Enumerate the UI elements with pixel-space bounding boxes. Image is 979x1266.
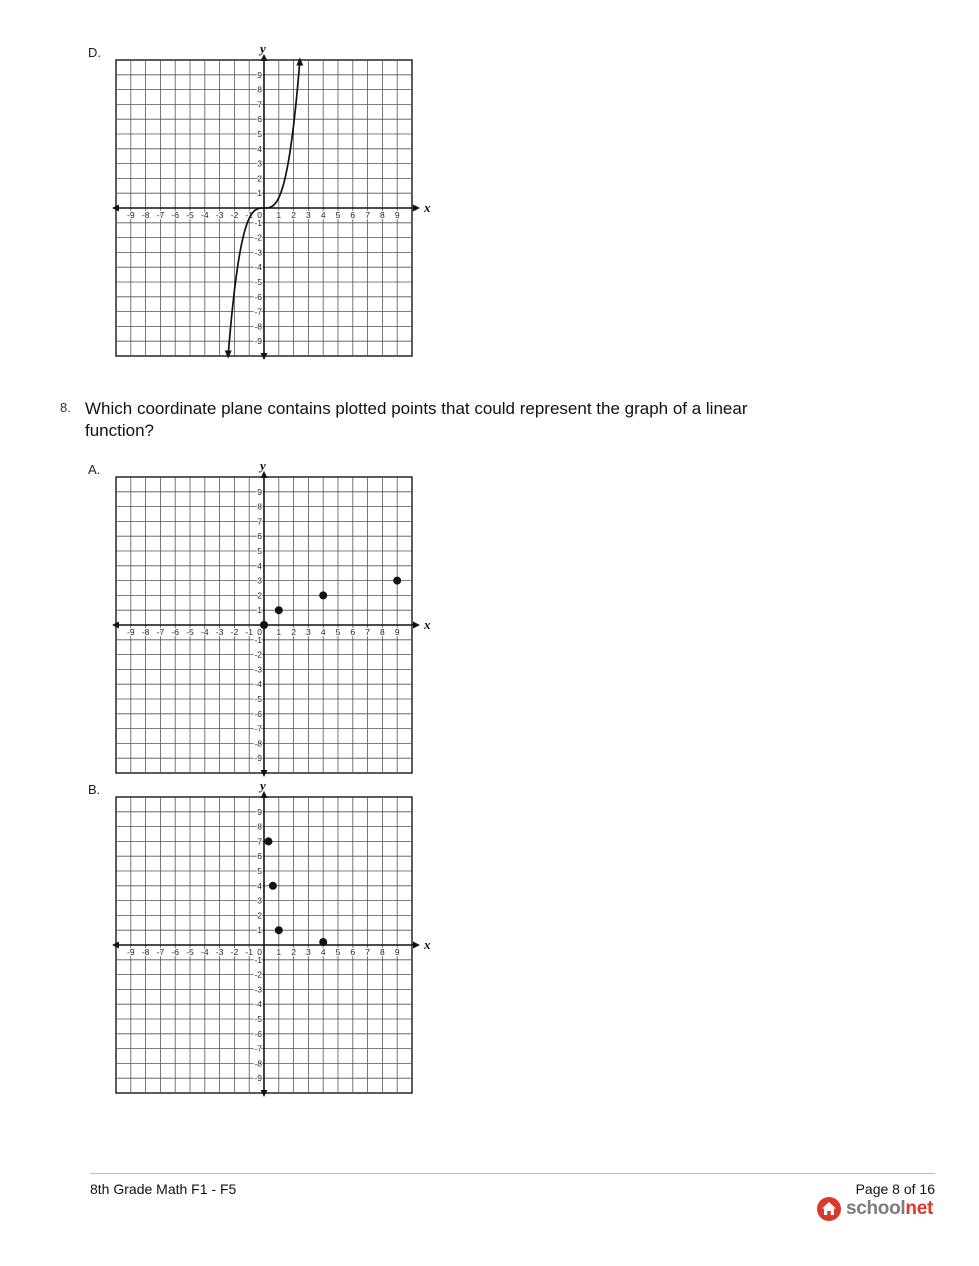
option-b-label: B.: [88, 782, 101, 797]
y-tick-label: 4: [257, 143, 262, 154]
plotted-point: [269, 882, 277, 890]
y-tick-label: -9: [254, 1073, 262, 1084]
x-tick-label: -5: [186, 627, 194, 637]
y-tick-label: 3: [257, 575, 262, 586]
x-tick-label: -5: [186, 210, 194, 220]
x-tick-label: -6: [171, 210, 179, 220]
schoolnet-logo: [817, 1197, 933, 1221]
graph-option-a: [108, 458, 431, 781]
y-tick-label: -5: [254, 1014, 262, 1024]
x-tick-label: 2: [291, 947, 296, 957]
x-tick-label: -7: [156, 947, 165, 957]
y-tick-label: 8: [257, 501, 262, 512]
y-tick-label: -7: [254, 306, 262, 317]
plotted-point: [275, 926, 283, 934]
y-tick-label: -1: [254, 217, 262, 228]
x-tick-label: 7: [365, 627, 370, 637]
y-tick-label: -6: [254, 708, 262, 719]
footer-page-number: Page 8 of 16: [855, 1181, 935, 1197]
y-tick-label: -1: [254, 634, 262, 645]
y-tick-label: -7: [254, 723, 262, 734]
y-tick-label: 9: [257, 486, 262, 497]
y-tick-label: -4: [254, 999, 262, 1010]
question-text: Which coordinate plane contains plotted points that could represent the graph of a linear function?: [85, 399, 748, 440]
y-tick-label: -6: [254, 291, 262, 302]
plotted-point: [264, 837, 272, 845]
y-tick-label: -5: [254, 694, 262, 704]
graph-option-d: [108, 41, 431, 364]
origin-label: 0: [257, 947, 262, 957]
origin-label: 0: [257, 627, 262, 637]
x-tick-label: 7: [365, 210, 370, 220]
x-tick-label: -4: [201, 627, 209, 637]
x-tick-label: 4: [320, 627, 326, 637]
x-tick-label: 2: [291, 210, 296, 220]
y-axis-label: y: [260, 41, 266, 56]
x-axis-label: x: [424, 200, 431, 215]
x-tick-label: -6: [171, 947, 179, 957]
x-tick-label: -1: [245, 627, 253, 637]
y-tick-label: 5: [257, 129, 262, 139]
y-tick-label: 8: [257, 84, 262, 95]
option-a-label: A.: [88, 462, 101, 477]
y-tick-label: 9: [257, 806, 262, 817]
x-tick-label: -1: [245, 947, 253, 957]
x-tick-label: -3: [215, 627, 224, 637]
y-tick-label: 2: [257, 910, 262, 921]
x-tick-label: -8: [141, 210, 150, 220]
y-tick-label: 1: [257, 925, 262, 936]
x-tick-label: 5: [335, 947, 341, 957]
x-tick-label: -7: [156, 210, 165, 220]
x-tick-label: -7: [156, 627, 165, 637]
x-tick-label: 1: [276, 210, 282, 220]
x-tick-label: 5: [335, 627, 341, 637]
y-tick-label: 2: [257, 590, 262, 601]
x-tick-label: 3: [306, 210, 311, 220]
x-tick-label: 6: [350, 210, 356, 220]
y-tick-label: 1: [257, 188, 262, 199]
x-tick-label: 5: [335, 210, 341, 220]
x-axis-arrow-right: [413, 205, 420, 212]
x-tick-label: 3: [306, 627, 311, 637]
option-d-label: D.: [88, 45, 101, 60]
logo-text: [846, 1198, 933, 1220]
graph-option-b: [108, 778, 431, 1101]
y-tick-label: -8: [254, 738, 262, 749]
y-tick-label: -2: [254, 649, 262, 660]
y-tick-label: -9: [254, 753, 262, 764]
y-tick-label: -3: [254, 984, 262, 995]
y-tick-label: 2: [257, 173, 262, 184]
y-tick-label: 7: [257, 836, 262, 847]
x-tick-label: -8: [141, 947, 150, 957]
y-tick-label: 6: [257, 114, 262, 125]
x-tick-label: -3: [215, 947, 224, 957]
x-tick-label: -9: [127, 627, 135, 637]
x-axis-label: x: [424, 937, 431, 952]
x-tick-label: 9: [394, 210, 400, 220]
x-tick-label: -2: [230, 210, 239, 220]
y-tick-label: 7: [257, 516, 262, 527]
plotted-point: [260, 621, 268, 629]
y-tick-label: -3: [254, 664, 262, 675]
x-tick-label: 1: [276, 627, 282, 637]
x-tick-label: -9: [127, 947, 135, 957]
x-tick-label: -2: [230, 627, 239, 637]
y-tick-label: -6: [254, 1028, 262, 1039]
y-tick-label: 6: [257, 531, 262, 542]
y-tick-label: -1: [254, 954, 262, 965]
footer-divider: [90, 1173, 935, 1174]
logo-text-part2: net: [905, 1198, 933, 1219]
y-tick-label: 4: [257, 880, 262, 891]
y-tick-label: -2: [254, 232, 262, 243]
origin-label: 0: [257, 210, 262, 220]
home-icon: [817, 1197, 841, 1221]
y-tick-label: -4: [254, 262, 262, 273]
x-tick-label: -8: [141, 627, 150, 637]
y-tick-label: 4: [257, 560, 262, 571]
x-tick-label: 3: [306, 947, 311, 957]
y-tick-label: -9: [254, 336, 262, 347]
x-tick-label: 8: [380, 627, 385, 637]
plotted-point: [393, 577, 401, 585]
y-tick-label: 5: [257, 546, 262, 556]
y-axis-label: y: [260, 778, 266, 793]
y-tick-label: -8: [254, 1058, 262, 1069]
x-tick-label: 9: [394, 627, 400, 637]
plotted-point: [319, 938, 327, 946]
x-axis-arrow-right: [413, 622, 420, 629]
footer-test-title: 8th Grade Math F1 - F5: [90, 1181, 237, 1197]
y-tick-label: 1: [257, 605, 262, 616]
x-axis-label: x: [424, 617, 431, 632]
x-tick-label: 7: [365, 947, 370, 957]
y-tick-label: -7: [254, 1043, 262, 1054]
y-tick-label: 8: [257, 821, 262, 832]
x-tick-label: 9: [394, 947, 400, 957]
y-tick-label: 9: [257, 69, 262, 80]
y-tick-label: 6: [257, 851, 262, 862]
y-tick-label: -5: [254, 277, 262, 287]
x-tick-label: -2: [230, 947, 239, 957]
y-tick-label: 5: [257, 866, 262, 876]
y-tick-label: 3: [257, 895, 262, 906]
y-tick-label: 3: [257, 158, 262, 169]
y-tick-label: -2: [254, 969, 262, 980]
x-axis-arrow-right: [413, 942, 420, 949]
plotted-point: [275, 606, 283, 614]
x-tick-label: 8: [380, 210, 385, 220]
x-tick-label: -3: [215, 210, 224, 220]
x-tick-label: -5: [186, 947, 194, 957]
x-tick-label: 6: [350, 627, 356, 637]
y-axis-label: y: [260, 458, 266, 473]
y-tick-label: 7: [257, 99, 262, 110]
x-tick-label: 4: [320, 210, 326, 220]
y-tick-label: -3: [254, 247, 262, 258]
x-tick-label: -4: [201, 947, 209, 957]
question-number: 8.: [60, 400, 71, 415]
x-tick-label: -4: [201, 210, 209, 220]
x-tick-label: 2: [291, 627, 296, 637]
x-tick-label: 8: [380, 947, 385, 957]
y-tick-label: -8: [254, 321, 262, 332]
x-tick-label: -9: [127, 210, 135, 220]
x-tick-label: -1: [245, 210, 253, 220]
x-tick-label: -6: [171, 627, 179, 637]
y-tick-label: -4: [254, 679, 262, 690]
plotted-point: [319, 591, 327, 599]
x-tick-label: 6: [350, 947, 356, 957]
logo-text-part1: school: [845, 1198, 906, 1219]
x-tick-label: 4: [320, 947, 326, 957]
x-tick-label: 1: [276, 947, 282, 957]
